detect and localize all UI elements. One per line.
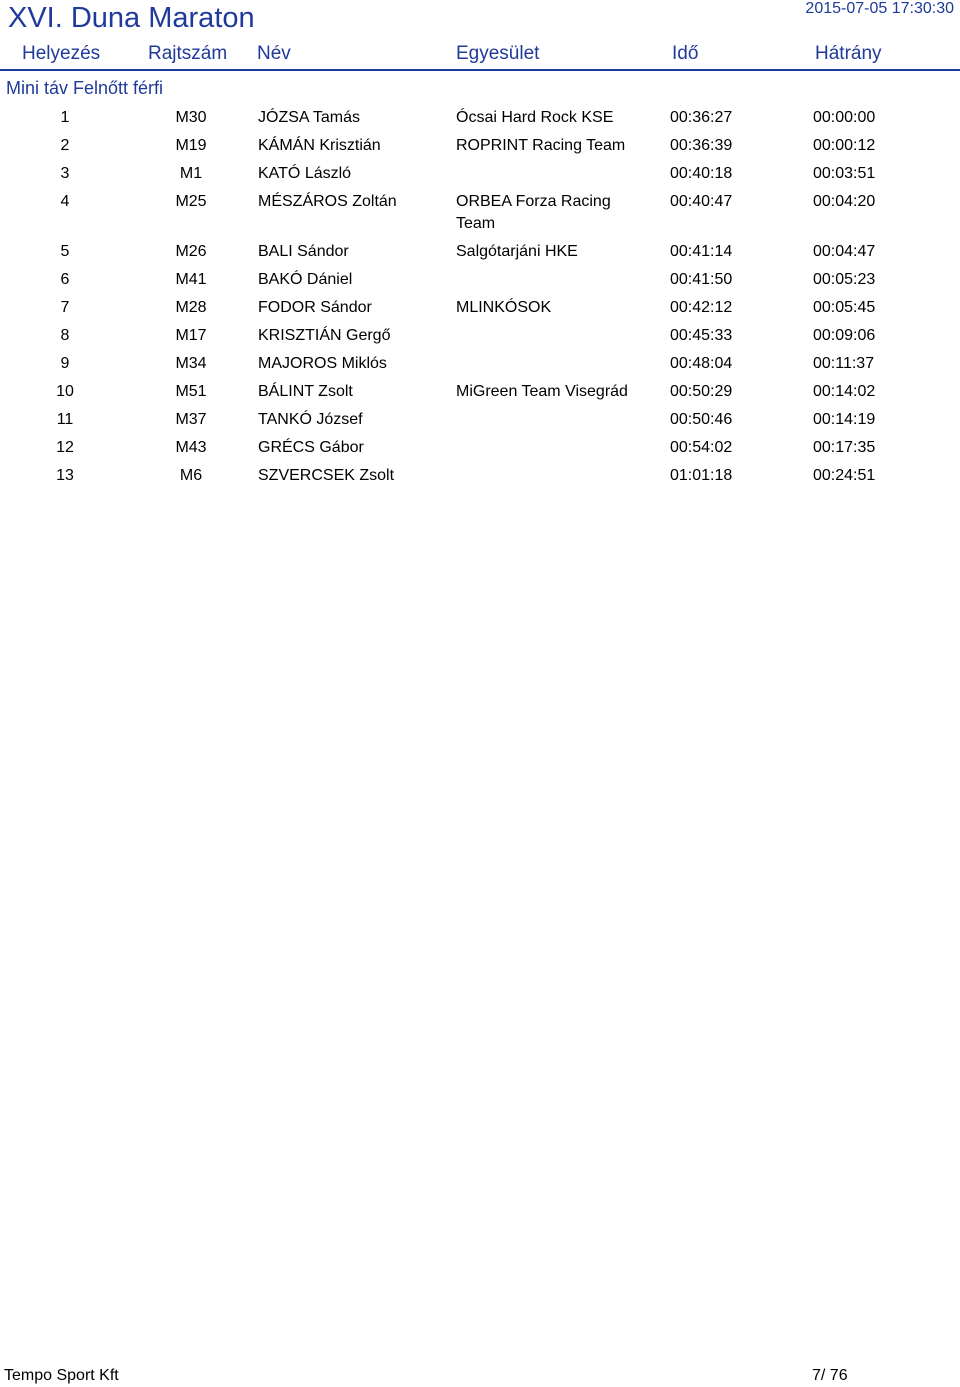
result-position: 10 [56,383,74,400]
result-time: 00:48:04 [670,355,733,372]
result-athlete-name: JÓZSA Tamás [258,109,360,126]
result-row [0,188,960,238]
result-row [0,462,960,490]
result-gap: 00:11:37 [813,355,875,372]
result-gap: 00:04:47 [813,243,876,260]
column-header-gap: Hátrány [815,43,882,64]
result-time: 00:45:33 [670,327,733,344]
result-gap: 00:05:45 [813,299,876,316]
footer-page-number: 7/ 76 [812,1367,848,1384]
result-time: 00:36:27 [670,109,733,126]
result-club: Ócsai Hard Rock KSE [456,109,614,126]
result-gap: 00:03:51 [813,165,876,182]
results-table [0,104,960,490]
result-time: 00:41:50 [670,271,733,288]
column-header-bib: Rajtszám [148,43,228,64]
column-header-row [0,40,960,68]
result-time: 00:50:29 [670,383,733,400]
result-time: 00:50:46 [670,411,733,428]
result-time: 00:42:12 [670,299,733,316]
result-position: 3 [60,165,70,182]
result-position: 12 [56,439,74,456]
timestamp: 2015-07-05 17:30:30 [805,0,954,17]
result-position: 11 [56,411,74,428]
result-club: ORBEA Forza Racing Team [456,193,611,232]
result-bib-number: M51 [175,383,207,400]
result-row [0,406,960,434]
result-gap: 00:00:12 [813,137,876,154]
result-row [0,434,960,462]
result-row [0,294,960,322]
result-bib-number: M19 [175,137,207,154]
result-bib-number: M6 [179,467,203,484]
result-row [0,104,960,132]
result-bib-number: M41 [175,271,207,288]
result-athlete-name: BÁLINT Zsolt [258,383,353,400]
result-gap: 00:17:35 [813,439,876,456]
result-bib-number: M25 [175,193,207,210]
result-position: 2 [60,137,70,154]
result-bib-number: M26 [175,243,207,260]
result-time: 01:01:18 [670,467,733,484]
result-time: 00:40:18 [670,165,733,182]
result-gap: 00:04:20 [813,193,876,210]
result-time: 00:36:39 [670,137,733,154]
result-club: Salgótarjáni HKE [456,243,578,260]
result-gap: 00:14:19 [813,411,876,428]
result-athlete-name: MÉSZÁROS Zoltán [258,193,397,210]
result-row [0,378,960,406]
result-row [0,322,960,350]
result-club: MLINKÓSOK [456,299,552,316]
result-bib-number: M37 [175,411,207,428]
result-position: 9 [60,355,70,372]
footer-company: Tempo Sport Kft [4,1367,119,1384]
result-athlete-name: KATÓ László [258,165,352,182]
result-gap: 00:00:00 [813,109,876,126]
result-athlete-name: TANKÓ József [258,411,363,428]
result-bib-number: M30 [175,109,207,126]
result-club: MiGreen Team Visegrád [456,383,628,400]
result-gap: 00:09:06 [813,327,876,344]
result-row [0,160,960,188]
result-athlete-name: KÁMÁN Krisztián [258,137,381,154]
result-time: 00:40:47 [670,193,733,210]
result-time: 00:41:14 [670,243,733,260]
result-position: 5 [60,243,70,260]
column-header-name: Név [257,43,291,64]
result-gap: 00:14:02 [813,383,876,400]
result-position: 6 [60,271,70,288]
result-row [0,238,960,266]
result-position: 7 [60,299,70,316]
result-position: 13 [56,467,74,484]
result-bib-number: M28 [175,299,207,316]
result-athlete-name: BAKÓ Dániel [258,271,353,288]
result-club: ROPRINT Racing Team [456,137,626,154]
column-header-club: Egyesület [456,43,540,64]
result-row [0,350,960,378]
result-gap: 00:05:23 [813,271,876,288]
document-title: XVI. Duna Maraton [8,2,255,34]
result-position: 8 [60,327,70,344]
result-time: 00:54:02 [670,439,733,456]
result-athlete-name: SZVERCSEK Zsolt [258,467,395,484]
result-row [0,132,960,160]
result-bib-number: M17 [175,327,207,344]
result-gap: 00:24:51 [813,467,876,484]
category-title: Mini táv Felnőtt férfi [6,78,164,98]
result-bib-number: M34 [175,355,207,372]
header-divider [0,69,960,71]
result-bib-number: M43 [175,439,207,456]
result-position: 1 [60,109,70,126]
result-athlete-name: FODOR Sándor [258,299,372,316]
result-row [0,266,960,294]
column-header-time: Idő [672,43,699,64]
result-athlete-name: GRÉCS Gábor [258,439,364,456]
result-position: 4 [60,193,70,210]
result-athlete-name: KRISZTIÁN Gergő [258,327,391,344]
result-bib-number: M1 [179,165,203,182]
result-athlete-name: BALI Sándor [258,243,349,260]
result-athlete-name: MAJOROS Miklós [258,355,387,372]
column-header-position: Helyezés [22,43,101,64]
